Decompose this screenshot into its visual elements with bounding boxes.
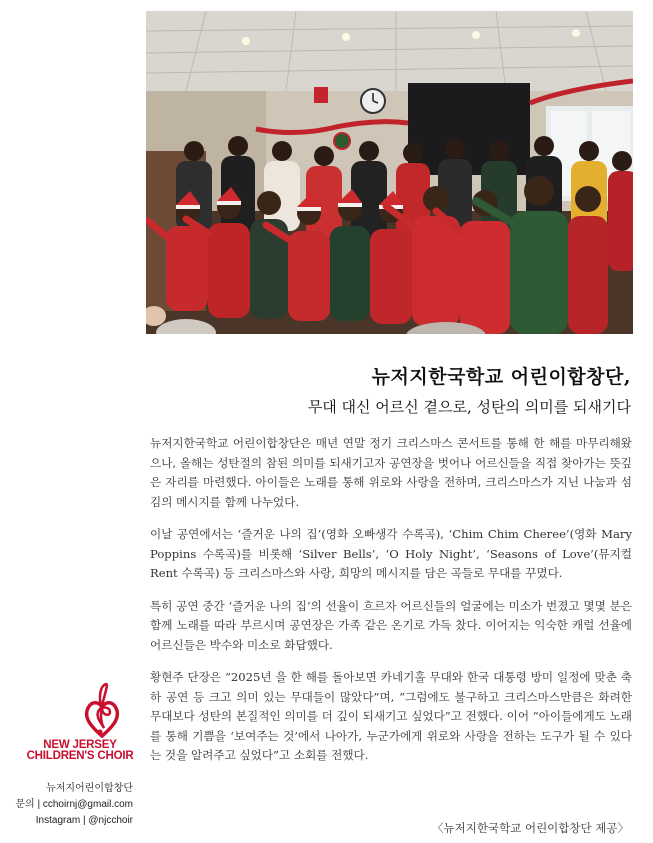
- article-paragraph: 이날 공연에서는 ‘즐거운 나의 집’(영화 오빠생각 수록곡), ‘Chim Chim Cheree’(영화 Mary Poppins 수록곡)를 비롯해 ‘Silver Bells’, ‘O Holy Night’, ‘Seasons of Love’(뮤지컬 Rent 수록곡) 등 크리스마스와 사랑, 희망의 메시지를 담은 곡들로 무대를 꾸몄다.: [150, 527, 632, 580]
- email-contact[interactable]: 문의 | cchoirnj@gmail.com: [15, 799, 133, 810]
- treble-clef-heart-icon: [52, 682, 152, 742]
- choir-photo: [146, 11, 633, 334]
- headline-title: 뉴저지한국학교 어린이합창단,: [371, 366, 631, 388]
- headline-subtitle: 무대 대신 어르신 곁으로, 성탄의 의미를 되새기다: [307, 398, 631, 416]
- logo-wordmark: [18, 740, 142, 762]
- article-paragraph: 특히 공연 중간 ‘즐거운 나의 집’의 선율이 흐르자 어르신들의 얼굴에는 미소가 번졌고 몇몇 분은 함께 노래를 따라 부르시며 공연장은 가족 같은 온기로 가득 찼다. 이어지는 익숙한 캐럴 선율에 어르신들은 박수와 미소로 화답했다.: [150, 598, 632, 652]
- logo-line-1: NEW JERSEY: [43, 739, 117, 751]
- org-name: 뉴저지어린이합창단: [46, 783, 133, 794]
- contact-info: [6, 781, 133, 829]
- article-body: [150, 434, 632, 779]
- article-paragraph: 황현주 단장은 “2025년 을 한 해를 돌아보면 카네기홀 무대와 한국 대통령 방미 일정에 맞춘 축하 공연 등 크고 의미 있는 무대들이 많았다”며, “그럼에도 불구하고 크리스마스만큼은 화려한 무대보다 성탄의 본질적인 의미를 더 깊이 되새기고 싶었다”고 전했다. 이어 “아이들에게도 노래를 통해 기쁨을 ‘보여주는 것’에서 나아가, 누군가에게 위로와 사랑을 전하는 도구가 될 수 있다는 것을 알려주고 싶었다”고 소회를 전했다.: [150, 670, 632, 762]
- photo-credit: 〈뉴저지한국학교 어린이합창단 제공〉: [432, 821, 629, 835]
- article-paragraph: 뉴저지한국학교 어린이합창단은 매년 연말 정기 크리스마스 콘서트를 통해 한 해를 마무리해왔으나, 올해는 성탄절의 참된 의미를 되새기고자 공연장을 벗어나 어르신들을 직접 찾아가는 뜻깊은 자리를 마련했다. 아이들은 노래를 통해 위로와 사랑을 전하며, 크리스마스가 지닌 나눔과 섬김의 메시지를 함께 나누었다.: [150, 436, 632, 509]
- logo-line-2: CHILDREN'S CHOIR: [26, 750, 134, 762]
- instagram-contact[interactable]: Instagram | @njcchoir: [35, 815, 133, 826]
